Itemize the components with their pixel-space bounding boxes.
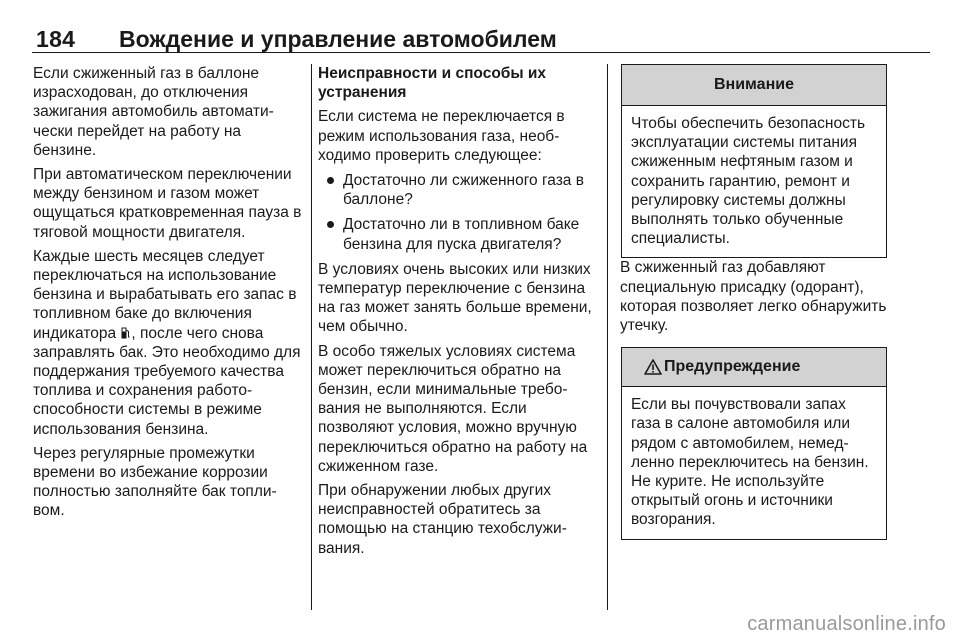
- paragraph: Если система не переключается в режим использования газа, необходимо проверить следующее:: [318, 108, 565, 164]
- paragraph-text: , после чего снова заправлять бак. Это необходимо для поддержания требуемого качества топлива и сохранения работоспособности системы в режиме использования бензина.: [33, 324, 301, 438]
- warning-box: [621, 347, 887, 539]
- column-left: [33, 64, 303, 526]
- page-number: 184: [36, 26, 76, 52]
- section-heading: Неисправности и способы их устранения: [318, 65, 547, 102]
- notice-text: Чтобы обеспечить безопасность эксплуатации системы питания сжиженным нефтяным газом и сохранить гарантию, ремонт и регулировку системы должны выполнять только обученные специалисты.: [631, 115, 866, 248]
- page-header: [32, 14, 930, 53]
- paragraph: В сжиженный газ добавляют специальную присадку (одорант), которая позволяет легко обнаружить утечку.: [620, 259, 887, 335]
- warning-header: [622, 348, 886, 387]
- paragraph: При обнаружении любых других неисправностей обратитесь за помощью на станцию техобслуживания.: [318, 482, 567, 557]
- checklist: [318, 171, 598, 254]
- list-item: Достаточно ли сжиженного газа в баллоне?: [318, 171, 598, 209]
- paragraph: Через регулярные промежутки времени во избежание коррозии полностью заполняйте бак топливом.: [33, 444, 277, 520]
- paragraph: В условиях очень высоких или низких температур переключение с бензина на газ может занять больше времени, чем обычно.: [318, 260, 592, 336]
- notice-title: Внимание: [622, 65, 886, 106]
- warning-title: Предупреждение: [664, 358, 801, 376]
- column-middle: [318, 64, 598, 563]
- list-item: Достаточно ли в топливном баке бензина для пуска двигателя?: [318, 215, 598, 253]
- paragraph: В особо тяжелых условиях система может переключиться обратно на бензин, если минимальные требования не выполняются. Если позволяют условия, можно вручную переключиться обратно на работу на сжиженном газе.: [318, 342, 588, 475]
- paragraph: [33, 247, 303, 439]
- watermark: carmanualsonline.info: [747, 613, 946, 635]
- paragraph: При автоматическом переключении между бензином и газом может ощущаться кратковременная пауза в тяговой мощности двигателя.: [33, 166, 302, 241]
- column-divider: [311, 64, 312, 610]
- paragraph: Если сжиженный газ в баллоне израсходован, до отключения зажигания автомобиль автоматически перейдет на работу на бензине.: [33, 65, 274, 159]
- notice-box: [621, 64, 887, 258]
- warning-text: Если вы почувствовали запах газа в салоне автомобиля или рядом с автомобилем, немедленно переключитесь на бензин. Не курите. Не используйте открытый огонь и источники возгорания.: [631, 396, 869, 529]
- column-divider: [607, 64, 608, 610]
- warning-triangle-icon: [644, 359, 662, 375]
- paragraph-text: Каждые шесть месяцев следует переключаться на использование бензина и вырабатывать его запас в топливном баке до включения индикатора: [33, 247, 297, 342]
- fuel-pump-icon: [121, 327, 130, 339]
- chapter-title: Вождение и управление автомобилем: [119, 26, 557, 52]
- column-right: [620, 64, 888, 540]
